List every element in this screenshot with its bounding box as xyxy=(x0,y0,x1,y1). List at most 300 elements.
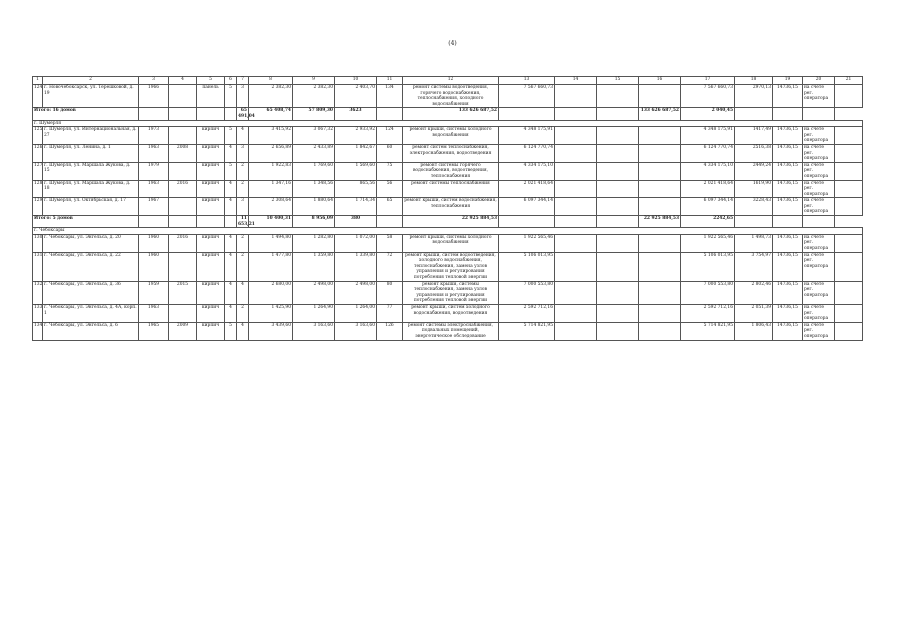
cell-f14 xyxy=(555,322,597,340)
cell-own: 6 124 770,74 xyxy=(681,144,735,162)
cell-max: 14736,15 xyxy=(773,322,803,340)
total-row xyxy=(33,216,863,228)
total-empty xyxy=(139,216,169,228)
cell-f15 xyxy=(597,281,639,304)
cell-total: 4 334 175,10 xyxy=(499,162,555,180)
cell-fl: 4 xyxy=(225,144,237,162)
total-total: 133 626 687,52 xyxy=(403,108,499,120)
cell-f16 xyxy=(639,252,681,281)
cell-f15 xyxy=(597,127,639,145)
column-number: 20 xyxy=(803,77,835,85)
cell-own: 4 348 175,91 xyxy=(681,127,735,145)
cell-res: 65 xyxy=(377,198,403,216)
cell-f21 xyxy=(835,304,863,322)
cell-unit: 2 051,39 xyxy=(735,304,773,322)
cell-max: 14736,15 xyxy=(773,281,803,304)
cell-max: 14736,15 xyxy=(773,304,803,322)
cell-a2: 2 433,89 xyxy=(293,144,335,162)
cell-unit: 2 802,46 xyxy=(735,281,773,304)
cell-ent: 3 xyxy=(237,85,249,108)
table-row xyxy=(33,127,863,145)
cell-unit: 1417,49 xyxy=(735,127,773,145)
cell-rep xyxy=(169,304,197,322)
cell-ent: 2 xyxy=(237,234,249,252)
table-row xyxy=(33,234,863,252)
cell-a3: 1 072,00 xyxy=(335,234,377,252)
total-empty xyxy=(555,216,597,228)
total-empty xyxy=(377,216,403,228)
cell-f21 xyxy=(835,127,863,145)
cell-addr: г. Чебоксары, ул. Энгельса, д. 6 xyxy=(43,322,139,340)
cell-ent: 2 xyxy=(237,252,249,281)
cell-no: 132 xyxy=(33,281,43,304)
cell-unit: 1619,90 xyxy=(735,180,773,198)
cell-f14 xyxy=(555,180,597,198)
cell-way: на счете рег. оператора xyxy=(803,162,835,180)
register-table xyxy=(32,76,863,341)
city-header-row xyxy=(33,120,863,127)
total-a2: 10 400,31 xyxy=(249,216,293,228)
cell-works: ремонт крыши, системы холодного водоснабжения xyxy=(403,234,499,252)
cell-own: 7 000 553,80 xyxy=(681,281,735,304)
table-row xyxy=(33,252,863,281)
cell-a1: 1 922,83 xyxy=(249,162,293,180)
cell-ent: 3 xyxy=(237,198,249,216)
page-number: (4) xyxy=(448,40,457,47)
total-empty xyxy=(773,216,803,228)
cell-f21 xyxy=(835,234,863,252)
cell-unit: 2970,13 xyxy=(735,85,773,108)
cell-f14 xyxy=(555,281,597,304)
table-row xyxy=(33,85,863,108)
cell-f14 xyxy=(555,198,597,216)
cell-max: 14736,15 xyxy=(773,180,803,198)
cell-rep: 2008 xyxy=(169,144,197,162)
cell-fl: 4 xyxy=(225,281,237,304)
cell-a1: 1 494,80 xyxy=(249,234,293,252)
cell-f15 xyxy=(597,304,639,322)
column-number: 9 xyxy=(293,77,335,85)
cell-a1: 2 656,89 xyxy=(249,144,293,162)
cell-f16 xyxy=(639,180,681,198)
cell-a2: 1 769,60 xyxy=(293,162,335,180)
cell-total: 5 714 821,95 xyxy=(499,322,555,340)
cell-a3: 1 264,00 xyxy=(335,304,377,322)
cell-max: 14736,15 xyxy=(773,127,803,145)
cell-ent: 3 xyxy=(237,144,249,162)
cell-res: 60 xyxy=(377,144,403,162)
cell-res: 126 xyxy=(377,322,403,340)
cell-f15 xyxy=(597,234,639,252)
cell-no: 130 xyxy=(33,234,43,252)
cell-f15 xyxy=(597,162,639,180)
cell-total: 6 124 770,74 xyxy=(499,144,555,162)
total-empty xyxy=(803,216,835,228)
table-row xyxy=(33,198,863,216)
cell-f14 xyxy=(555,252,597,281)
cell-res: 72 xyxy=(377,252,403,281)
cell-year: 1960 xyxy=(139,252,169,281)
total-empty xyxy=(169,108,197,120)
cell-f16 xyxy=(639,281,681,304)
cell-ent: 2 xyxy=(237,162,249,180)
cell-a3: 3 163,60 xyxy=(335,322,377,340)
table-row xyxy=(33,304,863,322)
cell-works: ремонт крыши, систем водоснабжения, теплоснабжения xyxy=(403,198,499,216)
cell-fl: 4 xyxy=(225,234,237,252)
cell-a2: 1 348,56 xyxy=(293,180,335,198)
table-row xyxy=(33,162,863,180)
cell-addr: г. Шумерля, ул. Октябрьская, д. 17 xyxy=(43,198,139,216)
cell-f16 xyxy=(639,322,681,340)
cell-own: 2 592 712,16 xyxy=(681,304,735,322)
cell-wall: кирпич xyxy=(197,322,225,340)
cell-a3: 2 403,70 xyxy=(335,85,377,108)
cell-wall: кирпич xyxy=(197,252,225,281)
table-row xyxy=(33,144,863,162)
cell-works: ремонт систем теплоснабжения, электроснабжения, водоотведения xyxy=(403,144,499,162)
total-a2: 65 408,74 xyxy=(249,108,293,120)
cell-ent: 2 xyxy=(237,304,249,322)
column-number: 21 xyxy=(835,77,863,85)
cell-fl: 4 xyxy=(225,198,237,216)
cell-a1: 2 308,64 xyxy=(249,198,293,216)
cell-year: 1967 xyxy=(139,198,169,216)
cell-own: 2 021 418,64 xyxy=(681,180,735,198)
cell-works: ремонт системы теплоснабжения xyxy=(403,180,499,198)
cell-rep xyxy=(169,162,197,180)
cell-a2: 1 264,90 xyxy=(293,304,335,322)
cell-max: 14736,15 xyxy=(773,198,803,216)
cell-a2: 3 067,32 xyxy=(293,127,335,145)
total-res: 380 xyxy=(335,216,377,228)
cell-year: 1959 xyxy=(139,281,169,304)
cell-max: 14736,15 xyxy=(773,85,803,108)
cell-year: 1966 xyxy=(139,85,169,108)
cell-f15 xyxy=(597,198,639,216)
cell-rep xyxy=(169,127,197,145)
cell-no: 125 xyxy=(33,127,43,145)
cell-res: 124 xyxy=(377,127,403,145)
column-number-row xyxy=(33,77,863,85)
cell-wall: панель xyxy=(197,85,225,108)
cell-a3: 2 933,92 xyxy=(335,127,377,145)
cell-rep xyxy=(169,252,197,281)
total-own: 133 626 687,52 xyxy=(639,108,681,120)
total-a1: 65 491,04 xyxy=(238,108,255,119)
cell-a1: 1 425,90 xyxy=(249,304,293,322)
cell-a3: 1 569,60 xyxy=(335,162,377,180)
cell-f21 xyxy=(835,281,863,304)
cell-res: 75 xyxy=(377,162,403,180)
cell-works: ремонт крыши, системы холодного водоснабжения xyxy=(403,127,499,145)
cell-own: 5 714 821,95 xyxy=(681,322,735,340)
column-number: 12 xyxy=(403,77,499,85)
cell-a1: 2 382,30 xyxy=(249,85,293,108)
table-row xyxy=(33,180,863,198)
cell-wall: кирпич xyxy=(197,180,225,198)
total-empty xyxy=(197,108,225,120)
cell-f15 xyxy=(597,85,639,108)
cell-no: 124 xyxy=(33,85,43,108)
cell-year: 1963 xyxy=(139,144,169,162)
column-number: 14 xyxy=(555,77,597,85)
cell-own: 6 097 344,14 xyxy=(681,198,735,216)
cell-f21 xyxy=(835,198,863,216)
cell-unit: 1 498,73 xyxy=(735,234,773,252)
cell-a1: 3 439,60 xyxy=(249,322,293,340)
cell-f16 xyxy=(639,162,681,180)
cell-f16 xyxy=(639,198,681,216)
total-empty xyxy=(225,216,237,228)
cell-total: 4 348 175,91 xyxy=(499,127,555,145)
cell-f14 xyxy=(555,304,597,322)
cell-addr: г. Чебоксары, ул. Энгельса, д. 22 xyxy=(43,252,139,281)
cell-a2: 1 880,64 xyxy=(293,198,335,216)
total-a3: 8 956,09 xyxy=(293,216,335,228)
cell-addr: г. Шумерля, ул. Маршала Жукова, д. 18 xyxy=(43,180,139,198)
column-number: 7 xyxy=(237,77,249,85)
cell-res: 80 xyxy=(377,281,403,304)
cell-total: 1 922 565,46 xyxy=(499,234,555,252)
cell-f14 xyxy=(555,127,597,145)
cell-no: 127 xyxy=(33,162,43,180)
cell-a2: 1 282,80 xyxy=(293,234,335,252)
cell-a1: 3 415,92 xyxy=(249,127,293,145)
cell-fl: 5 xyxy=(225,127,237,145)
cell-no: 126 xyxy=(33,144,43,162)
cell-total: 2 021 418,64 xyxy=(499,180,555,198)
cell-a2: 1 359,80 xyxy=(293,252,335,281)
cell-addr: г. Шумерля, ул. Маршала Жукова, д. 15 xyxy=(43,162,139,180)
cell-addr: г. Чебоксары, ул. Энгельса, д. 20 xyxy=(43,234,139,252)
total-res: 3623 xyxy=(335,108,377,120)
column-number: 5 xyxy=(197,77,225,85)
cell-works: ремонт системы электроснабжения, подвальных помещений, энергетическое обследование xyxy=(403,322,499,340)
cell-f15 xyxy=(597,144,639,162)
cell-year: 1973 xyxy=(139,127,169,145)
cell-ent: 4 xyxy=(237,127,249,145)
cell-fl: 4 xyxy=(225,252,237,281)
cell-addr: г. Новочебоксарск, ул. Терешковой, д. 19 xyxy=(43,85,139,108)
cell-f21 xyxy=(835,180,863,198)
cell-f14 xyxy=(555,234,597,252)
total-empty xyxy=(197,216,225,228)
cell-way: на счете рег. оператора xyxy=(803,281,835,304)
column-number: 10 xyxy=(335,77,377,85)
total-row xyxy=(33,108,863,120)
cell-unit: 2516,38 xyxy=(735,144,773,162)
cell-way: на счете рег. оператора xyxy=(803,144,835,162)
total-empty xyxy=(225,108,237,120)
cell-addr: г. Чебоксары, ул. Энгельса, д. 36 xyxy=(43,281,139,304)
column-number: 2 xyxy=(43,77,139,85)
cell-a2: 2 498,00 xyxy=(293,281,335,304)
total-own: 22 925 884,53 xyxy=(639,216,681,228)
total-empty xyxy=(499,108,555,120)
cell-rep xyxy=(169,85,197,108)
cell-wall: кирпич xyxy=(197,281,225,304)
cell-rep: 2015 xyxy=(169,281,197,304)
total-empty xyxy=(597,108,639,120)
cell-year: 1965 xyxy=(139,322,169,340)
cell-no: 134 xyxy=(33,322,43,340)
cell-year: 1963 xyxy=(139,304,169,322)
total-unit: 2 040,45 xyxy=(681,108,735,120)
cell-a1: 1 477,80 xyxy=(249,252,293,281)
total-empty xyxy=(735,108,773,120)
cell-res: 134 xyxy=(377,85,403,108)
cell-a3: 1 714,34 xyxy=(335,198,377,216)
cell-f15 xyxy=(597,252,639,281)
city-header-row xyxy=(33,228,863,235)
cell-f15 xyxy=(597,180,639,198)
total-a3: 57 809,30 xyxy=(293,108,335,120)
cell-f21 xyxy=(835,162,863,180)
cell-total: 7 567 660,73 xyxy=(499,85,555,108)
cell-works: ремонт крыши, систем холодного водоснабжения, водоотведения xyxy=(403,304,499,322)
cell-way: на счете рег. оператора xyxy=(803,322,835,340)
cell-own: 4 334 175,10 xyxy=(681,162,735,180)
cell-wall: кирпич xyxy=(197,198,225,216)
column-number: 8 xyxy=(249,77,293,85)
cell-a3: 1 339,80 xyxy=(335,252,377,281)
cell-a3: 865,56 xyxy=(335,180,377,198)
cell-res: 77 xyxy=(377,304,403,322)
cell-a2: 2 382,30 xyxy=(293,85,335,108)
cell-year: 1960 xyxy=(139,234,169,252)
cell-way: на счете рег. оператора xyxy=(803,198,835,216)
total-empty xyxy=(169,216,197,228)
cell-wall: кирпич xyxy=(197,127,225,145)
cell-f16 xyxy=(639,234,681,252)
total-unit: 2242,65 xyxy=(681,216,735,228)
cell-max: 14736,15 xyxy=(773,252,803,281)
column-number: 6 xyxy=(225,77,237,85)
cell-f16 xyxy=(639,127,681,145)
column-number: 15 xyxy=(597,77,639,85)
cell-ent: 4 xyxy=(237,281,249,304)
cell-fl: 4 xyxy=(225,180,237,198)
cell-own: 7 567 660,73 xyxy=(681,85,735,108)
total-empty xyxy=(773,108,803,120)
total-empty xyxy=(803,108,835,120)
cell-works: ремонт крыши, системы теплоснабжения, замена узлов управления и регулирования потребления тепловой энергии xyxy=(403,281,499,304)
cell-fl: 5 xyxy=(225,162,237,180)
cell-unit: 1 806,43 xyxy=(735,322,773,340)
cell-a2: 3 163,60 xyxy=(293,322,335,340)
cell-f15 xyxy=(597,322,639,340)
cell-max: 14736,15 xyxy=(773,234,803,252)
cell-fl: 4 xyxy=(225,304,237,322)
cell-max: 14736,15 xyxy=(773,144,803,162)
total-total: 22 925 884,53 xyxy=(403,216,499,228)
cell-total: 5 106 013,95 xyxy=(499,252,555,281)
cell-f16 xyxy=(639,85,681,108)
cell-no: 133 xyxy=(33,304,43,322)
cell-rep: 2009 xyxy=(169,322,197,340)
cell-f21 xyxy=(835,252,863,281)
cell-own: 5 106 013,95 xyxy=(681,252,735,281)
total-empty xyxy=(499,216,555,228)
cell-wall: кирпич xyxy=(197,304,225,322)
cell-works: ремонт системы водоотведения, горячего водоснабжения, теплоснабжения, холодного водоснабжения xyxy=(403,85,499,108)
cell-f14 xyxy=(555,162,597,180)
cell-f21 xyxy=(835,144,863,162)
column-number: 19 xyxy=(773,77,803,85)
total-empty xyxy=(377,108,403,120)
cell-wall: кирпич xyxy=(197,144,225,162)
column-number: 11 xyxy=(377,77,403,85)
cell-no: 131 xyxy=(33,252,43,281)
column-number: 17 xyxy=(681,77,735,85)
cell-works: ремонт крыши, систем водоотведения, холодного водоснабжения, теплоснабжения, замена узлов управления и регулирования потребления тепловой энергии xyxy=(403,252,499,281)
total-empty xyxy=(555,108,597,120)
cell-total: 2 592 712,16 xyxy=(499,304,555,322)
cell-way: на счете рег. оператора xyxy=(803,252,835,281)
cell-total: 6 097 344,14 xyxy=(499,198,555,216)
city-name: г. Чебоксары xyxy=(33,228,863,235)
cell-ent: 2 xyxy=(237,180,249,198)
cell-res: 56 xyxy=(377,180,403,198)
cell-addr: г. Шумерля, ул. Ленина, д. 1 xyxy=(43,144,139,162)
cell-f14 xyxy=(555,144,597,162)
column-number: 13 xyxy=(499,77,555,85)
cell-way: на счете рег. оператора xyxy=(803,180,835,198)
table-row xyxy=(33,281,863,304)
cell-year: 1963 xyxy=(139,180,169,198)
total-empty xyxy=(735,216,773,228)
table-row xyxy=(33,322,863,340)
cell-a3: 2 498,00 xyxy=(335,281,377,304)
cell-rep: 2016 xyxy=(169,234,197,252)
column-number: 3 xyxy=(139,77,169,85)
column-number: 16 xyxy=(639,77,681,85)
cell-fl: 5 xyxy=(225,322,237,340)
cell-total: 7 000 553,80 xyxy=(499,281,555,304)
cell-addr: г. Чебоксары, ул. Энгельса, д. 4А, корп. 1 xyxy=(43,304,139,322)
cell-ent: 4 xyxy=(237,322,249,340)
cell-addr: г. Шумерля, ул. Интернациональная, д. 27 xyxy=(43,127,139,145)
cell-a1: 1 347,16 xyxy=(249,180,293,198)
total-a1: 11 653,21 xyxy=(238,216,255,227)
total-empty xyxy=(597,216,639,228)
cell-rep xyxy=(169,198,197,216)
column-number: 4 xyxy=(169,77,197,85)
cell-f14 xyxy=(555,85,597,108)
cell-way: на счете рег. оператора xyxy=(803,234,835,252)
column-number: 18 xyxy=(735,77,773,85)
cell-res: 58 xyxy=(377,234,403,252)
cell-f16 xyxy=(639,144,681,162)
cell-f16 xyxy=(639,304,681,322)
cell-wall: кирпич xyxy=(197,234,225,252)
cell-works: ремонт системы горячего водоснабжения, водоотведения, теплоснабжения xyxy=(403,162,499,180)
cell-year: 1979 xyxy=(139,162,169,180)
total-label: Итого: 16 домов xyxy=(33,108,139,120)
total-label: Итого: 5 домов xyxy=(33,216,139,228)
city-name: г. Шумерля xyxy=(33,120,863,127)
cell-a1: 2 680,00 xyxy=(249,281,293,304)
cell-a3: 1 842,67 xyxy=(335,144,377,162)
cell-unit: 3 754,97 xyxy=(735,252,773,281)
cell-way: на счете рег. оператора xyxy=(803,85,835,108)
cell-no: 128 xyxy=(33,180,43,198)
cell-f21 xyxy=(835,322,863,340)
total-empty xyxy=(139,108,169,120)
cell-way: на счете рег. оператора xyxy=(803,127,835,145)
cell-no: 129 xyxy=(33,198,43,216)
